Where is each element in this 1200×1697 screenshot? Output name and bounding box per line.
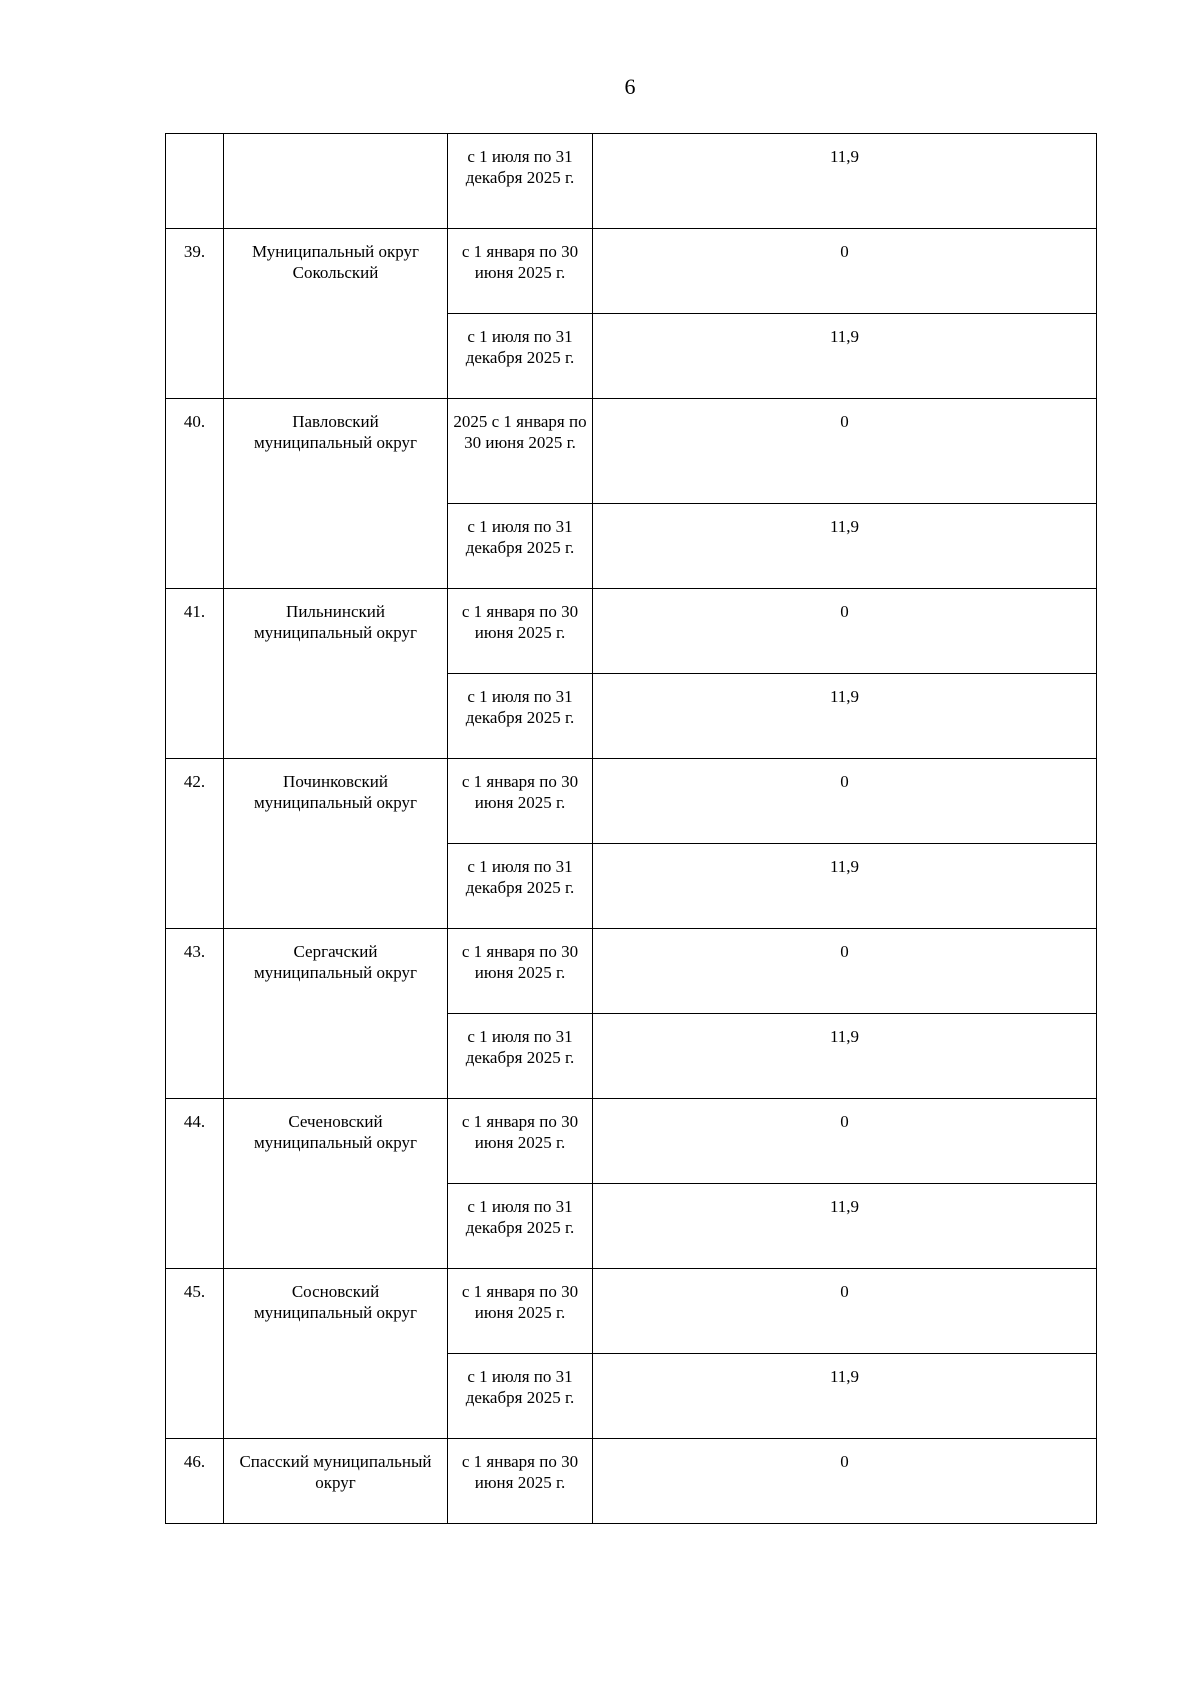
period-cell: с 1 июля по 31 декабря 2025 г.: [448, 1184, 593, 1269]
period-cell: с 1 января по 30 июня 2025 г.: [448, 759, 593, 844]
row-number-cell: 41.: [166, 589, 224, 759]
period-cell: с 1 января по 30 июня 2025 г.: [448, 1099, 593, 1184]
table-row: [166, 229, 1097, 314]
municipality-name-cell: Пильнинский муниципальный округ: [224, 589, 448, 759]
table-row: [166, 1099, 1097, 1184]
municipality-name-cell: Павловский муниципальный округ: [224, 399, 448, 589]
row-number-cell: [166, 134, 224, 229]
value-cell: 0: [593, 229, 1097, 314]
period-cell: 2025 с 1 января по 30 июня 2025 г.: [448, 399, 593, 504]
row-number-cell: 39.: [166, 229, 224, 399]
table-row: [166, 1439, 1097, 1524]
value-cell: 0: [593, 759, 1097, 844]
value-cell: 11,9: [593, 844, 1097, 929]
value-cell: 11,9: [593, 1014, 1097, 1099]
value-cell: 0: [593, 399, 1097, 504]
row-number-cell: 42.: [166, 759, 224, 929]
municipality-name-cell: Починковский муниципальный округ: [224, 759, 448, 929]
period-cell: с 1 января по 30 июня 2025 г.: [448, 589, 593, 674]
period-cell: с 1 июля по 31 декабря 2025 г.: [448, 844, 593, 929]
period-cell: с 1 января по 30 июня 2025 г.: [448, 1269, 593, 1354]
coefficients-table: [165, 133, 1097, 1524]
value-cell: 11,9: [593, 504, 1097, 589]
table-row: [166, 134, 1097, 229]
period-cell: с 1 июля по 31 декабря 2025 г.: [448, 314, 593, 399]
table-row: [166, 759, 1097, 844]
row-number-cell: 46.: [166, 1439, 224, 1524]
municipality-name-cell: Спасский муниципальный округ: [224, 1439, 448, 1524]
row-number-cell: 45.: [166, 1269, 224, 1439]
period-cell: с 1 января по 30 июня 2025 г.: [448, 929, 593, 1014]
municipality-name-cell: Муниципальный округ Сокольский: [224, 229, 448, 399]
row-number-cell: 40.: [166, 399, 224, 589]
municipality-name-cell: Сеченовский муниципальный округ: [224, 1099, 448, 1269]
period-cell: с 1 июля по 31 декабря 2025 г.: [448, 1014, 593, 1099]
value-cell: 11,9: [593, 1354, 1097, 1439]
period-cell: с 1 января по 30 июня 2025 г.: [448, 229, 593, 314]
period-cell: с 1 июля по 31 декабря 2025 г.: [448, 504, 593, 589]
table-row: [166, 1269, 1097, 1354]
value-cell: 0: [593, 1439, 1097, 1524]
value-cell: 11,9: [593, 314, 1097, 399]
value-cell: 0: [593, 1269, 1097, 1354]
value-cell: 11,9: [593, 1184, 1097, 1269]
table-row: [166, 399, 1097, 504]
period-cell: с 1 января по 30 июня 2025 г.: [448, 1439, 593, 1524]
row-number-cell: 44.: [166, 1099, 224, 1269]
row-number-cell: 43.: [166, 929, 224, 1099]
table-row: [166, 929, 1097, 1014]
value-cell: 11,9: [593, 674, 1097, 759]
table-row: [166, 589, 1097, 674]
value-cell: 0: [593, 1099, 1097, 1184]
municipality-name-cell: [224, 134, 448, 229]
period-cell: с 1 июля по 31 декабря 2025 г.: [448, 1354, 593, 1439]
page-number: 6: [624, 74, 636, 99]
municipality-name-cell: Сергачский муниципальный округ: [224, 929, 448, 1099]
value-cell: 0: [593, 589, 1097, 674]
period-cell: с 1 июля по 31 декабря 2025 г.: [448, 674, 593, 759]
municipality-name-cell: Сосновский муниципальный округ: [224, 1269, 448, 1439]
value-cell: 0: [593, 929, 1097, 1014]
period-cell: с 1 июля по 31 декабря 2025 г.: [448, 134, 593, 229]
value-cell: 11,9: [593, 134, 1097, 229]
